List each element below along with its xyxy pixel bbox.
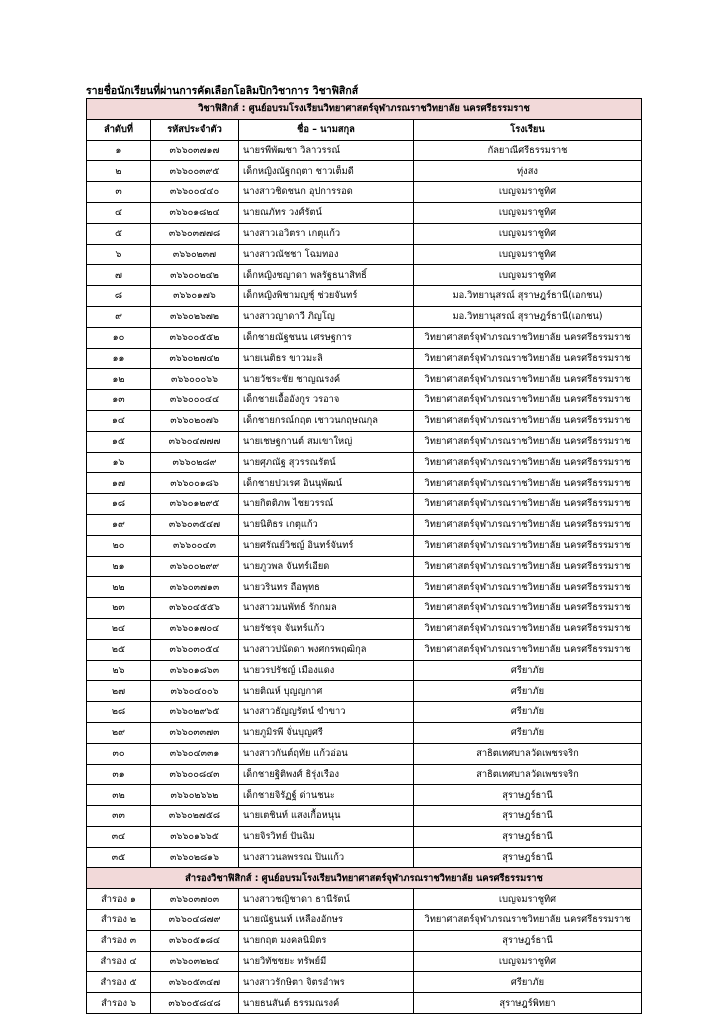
row-number: ๖	[87, 244, 151, 265]
school-name: สุราษฎร์ธานี	[414, 826, 642, 847]
table-row	[87, 951, 642, 972]
school-name: สุราษฎร์ธานี	[414, 847, 642, 868]
row-number: ๑๖	[87, 452, 151, 473]
student-name: นายเตชินท์ แสงเกื้อหนุน	[239, 806, 414, 827]
student-name: นายเชษฐกานต์ สมเขาใหญ่	[239, 431, 414, 452]
school-name: วิทยาศาสตร์จุฬาภรณราชวิทยาลัย นครศรีธรรมราช	[414, 452, 642, 473]
student-id: ๓๖๖๐๓๗๐๓	[151, 889, 239, 910]
row-number: ๓๐	[87, 743, 151, 764]
school-name: สุราษฎร์ธานี	[414, 930, 642, 951]
student-name: นางสาวปนัดดา พงศกรพฤฒิกุล	[239, 639, 414, 660]
student-id: ๓๖๖๐๐๔๔๐	[151, 182, 239, 203]
student-id: ๓๖๖๐๒๙๖๕	[151, 702, 239, 723]
section-title-reserve: สำรองวิชาฟิสิกส์ : ศูนย์อบรมโรงเรียนวิทยาศาสตร์จุฬาภรณราชวิทยาลัย นครศรีธรรมราช	[87, 868, 642, 889]
students-body	[87, 140, 642, 868]
school-name: เบญจมราชูทิศ	[414, 951, 642, 972]
row-number: ๑๑	[87, 348, 151, 369]
table-row	[87, 618, 642, 639]
table-row	[87, 452, 642, 473]
table-row	[87, 681, 642, 702]
row-number: ๒๕	[87, 639, 151, 660]
school-name: วิทยาศาสตร์จุฬาภรณราชวิทยาลัย นครศรีธรรมราช	[414, 431, 642, 452]
table-row	[87, 535, 642, 556]
school-name: สุราษฎร์ธานี	[414, 785, 642, 806]
student-name: นายณภัทร วงศ์รัตน์	[239, 202, 414, 223]
table-row	[87, 764, 642, 785]
student-name: เด็กหญิงชญาดา พลรัฐธนาสิทธิ์	[239, 265, 414, 286]
student-id: ๓๖๖๐๔๓๓๑	[151, 743, 239, 764]
column-header-school: โรงเรียน	[414, 119, 642, 140]
student-name: นายภูวพล จันทร์เอียด	[239, 556, 414, 577]
student-id: ๓๖๖๐๐๒๙๙	[151, 556, 239, 577]
student-name: นายภูมิรพี จั่นบุญศรี	[239, 722, 414, 743]
student-id: ๓๖๖๐๓๒๒๔	[151, 951, 239, 972]
table-row	[87, 265, 642, 286]
student-id: ๓๖๖๐๓๗๗๘	[151, 223, 239, 244]
row-number: สำรอง ๒	[87, 910, 151, 931]
student-id: ๓๖๖๐๒๗๔๒	[151, 348, 239, 369]
school-name: สาธิตเทศบาลวัดเพชรจริก	[414, 764, 642, 785]
table-row	[87, 473, 642, 494]
student-name: นายรัชรุจ จันทร์แก้ว	[239, 618, 414, 639]
student-id: ๓๖๖๐๐๘๔๓	[151, 764, 239, 785]
student-name: เด็กชายกรณ์กฤต เชาวนกฤษณกุล	[239, 410, 414, 431]
row-number: ๑๙	[87, 514, 151, 535]
student-name: นายติณห์ บุญญกาศ	[239, 681, 414, 702]
table-row	[87, 910, 642, 931]
student-id: ๓๖๖๐๒๗๕๘	[151, 806, 239, 827]
column-header-no: ลำดับที่	[87, 119, 151, 140]
row-number: สำรอง ๓	[87, 930, 151, 951]
results-table	[86, 98, 642, 1014]
row-number: ๓๕	[87, 847, 151, 868]
student-id: ๓๖๖๐๑๘๖๓	[151, 660, 239, 681]
school-name: วิทยาศาสตร์จุฬาภรณราชวิทยาลัย นครศรีธรรมราช	[414, 618, 642, 639]
student-id: ๓๖๖๐๑๗๖	[151, 286, 239, 307]
row-number: สำรอง ๑	[87, 889, 151, 910]
school-name: มอ.วิทยานุสรณ์ สุราษฎร์ธานี(เอกชน)	[414, 286, 642, 307]
student-id: ๓๖๖๐๑๗๐๔	[151, 618, 239, 639]
school-name: วิทยาศาสตร์จุฬาภรณราชวิทยาลัย นครศรีธรรมราช	[414, 598, 642, 619]
student-id: ๓๖๖๐๒๓๗	[151, 244, 239, 265]
school-name: ศรียาภัย	[414, 702, 642, 723]
table-row	[87, 140, 642, 161]
table-row	[87, 390, 642, 411]
school-name: วิทยาศาสตร์จุฬาภรณราชวิทยาลัย นครศรีธรรมราช	[414, 473, 642, 494]
school-name: มอ.วิทยานุสรณ์ สุราษฎร์ธานี(เอกชน)	[414, 306, 642, 327]
student-id: ๓๖๖๐๕๓๔๗	[151, 972, 239, 993]
student-name: นายเนติธร ขาวมะลิ	[239, 348, 414, 369]
school-name: เบญจมราชูทิศ	[414, 223, 642, 244]
student-name: นายกิตติภพ ไชยวรรณ์	[239, 494, 414, 515]
row-number: ๒๔	[87, 618, 151, 639]
row-number: ๓๑	[87, 764, 151, 785]
student-id: ๓๖๖๐๔๗๗๗	[151, 431, 239, 452]
student-name: เด็กหญิงณัฐกฤตา ชาวเต็มดี	[239, 161, 414, 182]
row-number: สำรอง ๔	[87, 951, 151, 972]
table-row	[87, 327, 642, 348]
school-name: สาธิตเทศบาลวัดเพชรจริก	[414, 743, 642, 764]
student-id: ๓๖๖๐๕๑๘๔	[151, 930, 239, 951]
table-row	[87, 930, 642, 951]
student-name: นางสาวญาดาวี ภิญโญ	[239, 306, 414, 327]
row-number: ๒๐	[87, 535, 151, 556]
school-name: วิทยาศาสตร์จุฬาภรณราชวิทยาลัย นครศรีธรรมราช	[414, 348, 642, 369]
student-id: ๓๖๖๐๒๖๖๒	[151, 785, 239, 806]
student-id: ๓๖๖๐๓๕๔๗	[151, 514, 239, 535]
row-number: ๓๒	[87, 785, 151, 806]
school-name: วิทยาศาสตร์จุฬาภรณราชวิทยาลัย นครศรีธรรมราช	[414, 369, 642, 390]
school-name: วิทยาศาสตร์จุฬาภรณราชวิทยาลัย นครศรีธรรมราช	[414, 556, 642, 577]
section-header-reserve	[87, 868, 642, 889]
student-id: ๓๖๖๐๓๓๗๓	[151, 722, 239, 743]
row-number: ๒๙	[87, 722, 151, 743]
table-row	[87, 993, 642, 1014]
student-name: นางสาวรักษิตา จิตรอำพร	[239, 972, 414, 993]
student-id: ๓๖๖๐๑๖๖๕	[151, 826, 239, 847]
school-name: วิทยาศาสตร์จุฬาภรณราชวิทยาลัย นครศรีธรรมราช	[414, 327, 642, 348]
table-row	[87, 556, 642, 577]
student-name: นายนิติธร เกตุแก้ว	[239, 514, 414, 535]
table-row	[87, 306, 642, 327]
student-id: ๓๖๖๐๐๑๘๖	[151, 473, 239, 494]
section-title-main: วิชาฟิสิกส์ : ศูนย์อบรมโรงเรียนวิทยาศาสตร์จุฬาภรณราชวิทยาลัย นครศรีธรรมราช	[87, 99, 642, 120]
row-number: ๒๖	[87, 660, 151, 681]
student-name: นางสาวมนพัทธ์ รักกมล	[239, 598, 414, 619]
school-name: สุราษฎร์พิทยา	[414, 993, 642, 1014]
school-name: เบญจมราชูทิศ	[414, 182, 642, 203]
school-name: วิทยาศาสตร์จุฬาภรณราชวิทยาลัย นครศรีธรรมราช	[414, 535, 642, 556]
row-number: ๑๒	[87, 369, 151, 390]
student-name: เด็กชายปวเรศ อินนุพัฒน์	[239, 473, 414, 494]
column-header-row	[87, 119, 642, 140]
row-number: ๑๓	[87, 390, 151, 411]
row-number: ๑๕	[87, 431, 151, 452]
table-row	[87, 286, 642, 307]
student-name: นายวรินทร ถือพุทธ	[239, 577, 414, 598]
student-name: นางสาวธัญญรัตน์ ขำขาว	[239, 702, 414, 723]
student-name: นางสาวกันต์ฤทัย แก้วอ่อน	[239, 743, 414, 764]
reserves-body	[87, 889, 642, 1014]
school-name: วิทยาศาสตร์จุฬาภรณราชวิทยาลัย นครศรีธรรมราช	[414, 514, 642, 535]
school-name: วิทยาศาสตร์จุฬาภรณราชวิทยาลัย นครศรีธรรมราช	[414, 410, 642, 431]
student-id: ๓๖๖๐๔๘๗๙	[151, 910, 239, 931]
student-id: ๓๖๖๐๒๖๗๒	[151, 306, 239, 327]
table-row	[87, 494, 642, 515]
table-row	[87, 598, 642, 619]
row-number: ๒๓	[87, 598, 151, 619]
student-name: นายจิรวิทย์ ปันฉิม	[239, 826, 414, 847]
student-id: ๓๖๖๐๒๐๗๖	[151, 410, 239, 431]
student-id: ๓๖๖๐๐๕๕๒	[151, 327, 239, 348]
row-number: ๓	[87, 182, 151, 203]
document-title: รายชื่อนักเรียนที่ผ่านการคัดเลือกโอลิมปิกวิชาการ วิชาฟิสิกส์	[86, 85, 359, 97]
table-row	[87, 806, 642, 827]
school-name: เบญจมราชูทิศ	[414, 202, 642, 223]
student-name: นางสาวนลพรรณ ปินแก้ว	[239, 847, 414, 868]
row-number: ๑	[87, 140, 151, 161]
row-number: ๕	[87, 223, 151, 244]
table-row	[87, 348, 642, 369]
school-name: วิทยาศาสตร์จุฬาภรณราชวิทยาลัย นครศรีธรรมราช	[414, 910, 642, 931]
row-number: ๒๗	[87, 681, 151, 702]
table-row	[87, 639, 642, 660]
student-name: เด็กหญิงพิชามญชุ์ ช่วยจันทร์	[239, 286, 414, 307]
school-name: วิทยาศาสตร์จุฬาภรณราชวิทยาลัย นครศรีธรรมราช	[414, 639, 642, 660]
student-id: ๓๖๖๐๓๐๕๔	[151, 639, 239, 660]
school-name: กัลยาณีศรีธรรมราช	[414, 140, 642, 161]
student-name: นายธนสันต์ ธรรมณรงค์	[239, 993, 414, 1014]
student-id: ๓๖๖๐๑๘๒๔	[151, 202, 239, 223]
student-name: นายณัฐนนท์ เหลืองอักษร	[239, 910, 414, 931]
table-row	[87, 577, 642, 598]
student-id: ๓๖๖๐๒๘๑๖	[151, 847, 239, 868]
student-name: นายศรัณย์วิชญ์ อินทร์จันทร์	[239, 535, 414, 556]
row-number: ๒๑	[87, 556, 151, 577]
table-row	[87, 972, 642, 993]
school-name: ศรียาภัย	[414, 722, 642, 743]
student-name: นายวิทัชชยะ ทรัพย์มี	[239, 951, 414, 972]
school-name: วิทยาศาสตร์จุฬาภรณราชวิทยาลัย นครศรีธรรมราช	[414, 494, 642, 515]
row-number: ๑๘	[87, 494, 151, 515]
column-header-id: รหัสประจำตัว	[151, 119, 239, 140]
table-row	[87, 889, 642, 910]
school-name: ศรียาภัย	[414, 972, 642, 993]
student-name: นายศุภณัฐ สุวรรณรัตน์	[239, 452, 414, 473]
school-name: เบญจมราชูทิศ	[414, 244, 642, 265]
row-number: ๘	[87, 286, 151, 307]
student-name: นางสาวเอวิตรา เกตุแก้ว	[239, 223, 414, 244]
table-row	[87, 202, 642, 223]
table-row	[87, 244, 642, 265]
row-number: ๑๗	[87, 473, 151, 494]
school-name: วิทยาศาสตร์จุฬาภรณราชวิทยาลัย นครศรีธรรมราช	[414, 577, 642, 598]
student-id: ๓๖๖๐๒๘๙	[151, 452, 239, 473]
student-id: ๓๖๖๐๕๘๔๘	[151, 993, 239, 1014]
section-header-main	[87, 99, 642, 120]
student-id: ๓๖๖๐๑๒๙๕	[151, 494, 239, 515]
reserve-section	[87, 868, 642, 889]
student-id: ๓๖๖๐๐๒๔๒	[151, 265, 239, 286]
student-id: ๓๖๖๐๔๐๐๖	[151, 681, 239, 702]
school-name: เบญจมราชูทิศ	[414, 265, 642, 286]
student-id: ๓๖๖๐๐๔๓	[151, 535, 239, 556]
row-number: สำรอง ๖	[87, 993, 151, 1014]
table-row	[87, 514, 642, 535]
row-number: ๒	[87, 161, 151, 182]
row-number: สำรอง ๕	[87, 972, 151, 993]
student-id: ๓๖๖๐๐๐๖๖	[151, 369, 239, 390]
student-id: ๓๖๖๐๓๗๑๓	[151, 577, 239, 598]
table-row	[87, 410, 642, 431]
student-id: ๓๖๖๐๐๐๔๔	[151, 390, 239, 411]
column-header-name: ชื่อ – นามสกุล	[239, 119, 414, 140]
table-row	[87, 182, 642, 203]
student-name: เด็กชายเอื้ออังกูร วรอาจ	[239, 390, 414, 411]
table-row	[87, 431, 642, 452]
student-name: นายกฤต มงคลนิมิตร	[239, 930, 414, 951]
student-name: นางสาวชิดชนก อุปการรอด	[239, 182, 414, 203]
student-name: นางสาวชญิชาดา ธานีรัตน์	[239, 889, 414, 910]
table-row	[87, 161, 642, 182]
student-name: นายวัชระชัย ชาญณรงค์	[239, 369, 414, 390]
table-row	[87, 660, 642, 681]
student-id: ๓๖๖๐๓๗๑๗	[151, 140, 239, 161]
student-name: นางสาวณัชชา โฉมทอง	[239, 244, 414, 265]
row-number: ๔	[87, 202, 151, 223]
row-number: ๓๔	[87, 826, 151, 847]
student-name: นายวรปรัชญ์ เมืองแดง	[239, 660, 414, 681]
school-name: วิทยาศาสตร์จุฬาภรณราชวิทยาลัย นครศรีธรรมราช	[414, 390, 642, 411]
row-number: ๒๒	[87, 577, 151, 598]
student-name: เด็กชายฐิติพงศ์ ธิรุ่งเรือง	[239, 764, 414, 785]
table-row	[87, 223, 642, 244]
student-id: ๓๖๖๐๔๕๕๖	[151, 598, 239, 619]
table-row	[87, 369, 642, 390]
school-name: สุราษฎร์ธานี	[414, 806, 642, 827]
row-number: ๒๘	[87, 702, 151, 723]
row-number: ๑๔	[87, 410, 151, 431]
school-name: เบญจมราชูทิศ	[414, 889, 642, 910]
table-row	[87, 722, 642, 743]
student-name: นายรพีพัฒชา วิลาวรรณ์	[239, 140, 414, 161]
table-row	[87, 847, 642, 868]
table-row	[87, 702, 642, 723]
student-id: ๓๖๖๐๐๓๙๕	[151, 161, 239, 182]
school-name: ศรียาภัย	[414, 681, 642, 702]
row-number: ๓๓	[87, 806, 151, 827]
table-row	[87, 743, 642, 764]
row-number: ๗	[87, 265, 151, 286]
table-row	[87, 826, 642, 847]
student-name: เด็กชายณัฐชนน เศรษฐการ	[239, 327, 414, 348]
student-name: เด็กชายจิรัฏฐ์ ด่านชนะ	[239, 785, 414, 806]
school-name: ทุ่งสง	[414, 161, 642, 182]
row-number: ๙	[87, 306, 151, 327]
school-name: ศรียาภัย	[414, 660, 642, 681]
table-row	[87, 785, 642, 806]
row-number: ๑๐	[87, 327, 151, 348]
